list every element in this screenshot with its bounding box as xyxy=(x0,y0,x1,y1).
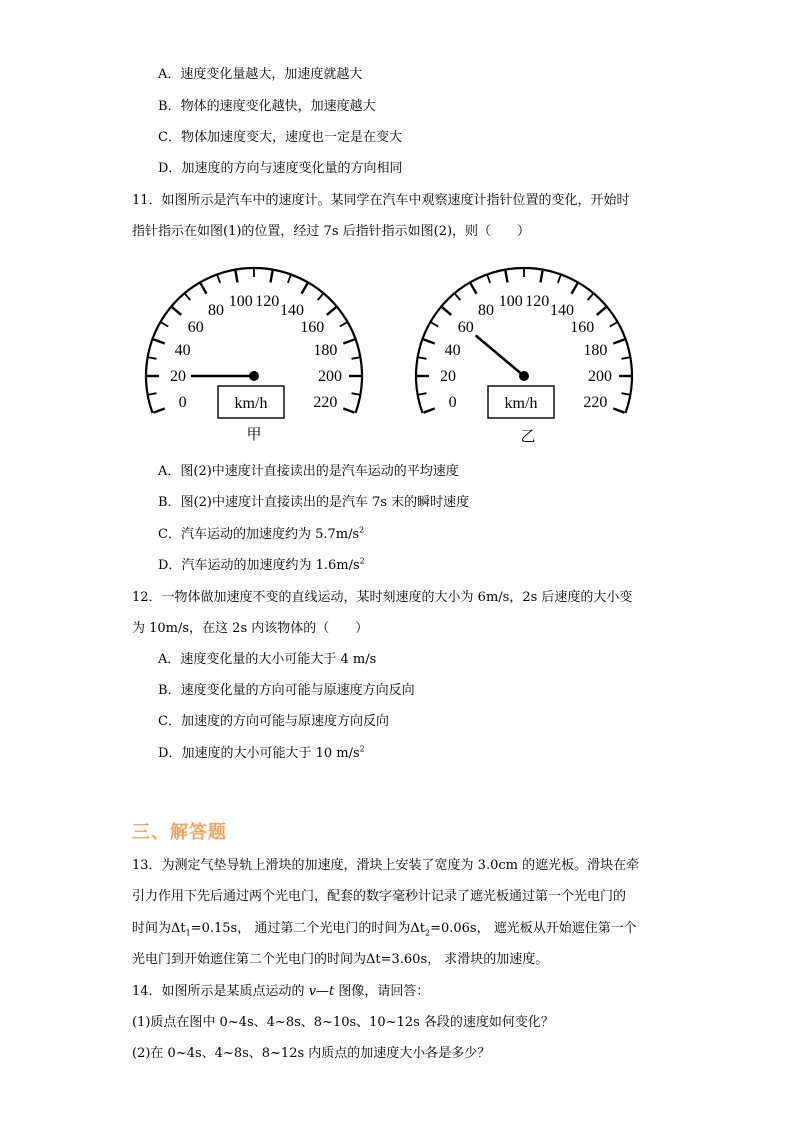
q14-question-2: (2)在 0~4s、4~8s、8~12s 内质点的加速度大小各是多少？ xyxy=(132,1046,491,1061)
right-gauge-tick xyxy=(431,323,438,327)
left-gauge-tick xyxy=(270,271,272,283)
q11-stem-line2: 指针指示在如图(1)的位置，经过 7s 后指针指示如图(2)，则（ ） xyxy=(132,224,531,239)
left-gauge-tick xyxy=(201,283,207,293)
left-gauge-tick xyxy=(327,307,336,315)
right-gauge-tick xyxy=(419,357,427,358)
left-gauge-label: 100 xyxy=(228,293,253,311)
left-gauge-label: 140 xyxy=(280,302,304,320)
section-heading: 三、解答题 xyxy=(132,822,227,843)
gauge-right-caption: 乙 xyxy=(520,427,536,445)
right-gauge-tick xyxy=(419,393,427,394)
right-gauge-tick xyxy=(621,357,629,358)
left-gauge-label: 220 xyxy=(313,393,338,411)
left-gauge-label: 60 xyxy=(187,319,204,337)
left-gauge-label: 80 xyxy=(208,302,224,320)
right-gauge-tick xyxy=(471,283,477,293)
q11-option-c: C．汽车运动的加速度约为 $5.7m/s^2$ xyxy=(158,525,365,542)
right-gauge-label: 20 xyxy=(440,368,456,385)
right-gauge-tick xyxy=(588,294,593,300)
speedometer-left xyxy=(146,268,362,418)
gauge-left-caption: 甲 xyxy=(246,425,262,443)
right-gauge-tick xyxy=(455,294,460,300)
left-gauge-tick xyxy=(149,357,157,358)
right-gauge-label: 220 xyxy=(583,393,608,411)
right-gauge-tick xyxy=(442,307,451,315)
q12-option-a: A．速度变化量的大小可能大于 4 m/s xyxy=(158,652,377,667)
right-gauge-label: 140 xyxy=(550,302,574,320)
right-unit-label: km/h xyxy=(504,395,538,412)
q12-option-d: D．加速度的大小可能大于 10 $m/s^2$ xyxy=(158,744,365,761)
right-needle xyxy=(477,336,524,376)
left-gauge-tick xyxy=(343,339,354,343)
q13-stem-line2: 引力作用下先后通过两个光电门，配套的数字毫秒计记录了遮光板通过第一个光电门的 xyxy=(132,889,627,904)
right-needle-hub xyxy=(519,371,529,381)
q13-stem-line1: 13．为测定气垫导轨上滑块的加速度，滑块上安装了宽度为 3.0cm 的遮光板。滑块在牵 xyxy=(132,858,640,873)
right-gauge-label: 60 xyxy=(457,319,474,337)
left-gauge-tick xyxy=(217,275,220,283)
q11-option-d: D．汽车运动的加速度约为 $1.6m/s^2$ xyxy=(158,556,365,573)
speedometer-right xyxy=(416,268,632,418)
right-gauge-label: 40 xyxy=(444,342,461,360)
right-gauge-tick xyxy=(505,271,507,283)
left-gauge-tick xyxy=(343,408,354,412)
right-gauge-label: 200 xyxy=(588,368,612,385)
q12-option-b: B．速度变化量的方向可能与原速度方向反向 xyxy=(158,683,415,698)
right-gauge-label: 180 xyxy=(583,342,608,360)
left-gauge-tick xyxy=(149,393,157,394)
left-gauge-tick xyxy=(172,307,181,315)
q13-stem-line4: 光电门到开始遮住第二个光电门的时间为Δt=3.60s， 求滑块的加速度。 xyxy=(132,952,549,967)
right-gauge-tick xyxy=(597,307,606,315)
right-gauge-label: 80 xyxy=(478,302,494,320)
q12-stem-line1: 12．一物体做加速度不变的直线运动，某时刻速度的大小为 6m/s，2s 后速度的大小变 xyxy=(132,590,633,605)
q12-option-c: C．加速度的方向可能与原速度方向反向 xyxy=(158,714,389,729)
right-gauge-tick xyxy=(487,275,490,283)
left-gauge-tick xyxy=(153,339,164,343)
right-gauge-tick xyxy=(572,283,578,293)
right-gauge-tick xyxy=(621,393,629,394)
right-gauge-label: 160 xyxy=(570,319,595,337)
speedometer-figure xyxy=(130,258,650,458)
left-gauge-tick xyxy=(302,283,308,293)
q12-stem-line2: 为 10m/s，在这 2s 内该物体的（ ） xyxy=(132,621,369,636)
q11-stem-line1: 11．如图所示是汽车中的速度计。某同学在汽车中观察速度计指针位置的变化，开始时 xyxy=(132,193,630,208)
right-gauge-label: 120 xyxy=(525,293,550,311)
left-gauge-label: 120 xyxy=(255,293,280,311)
left-gauge-tick xyxy=(318,294,323,300)
right-gauge-tick xyxy=(423,408,434,412)
q10-option-a: A．速度变化量越大，加速度就越大 xyxy=(158,67,363,82)
left-gauge-tick xyxy=(235,271,237,283)
left-gauge-tick xyxy=(351,393,359,394)
right-gauge-tick xyxy=(613,339,624,343)
left-gauge-tick xyxy=(288,275,291,283)
right-gauge-label: 100 xyxy=(498,293,523,311)
right-gauge-tick xyxy=(613,408,624,412)
left-gauge-label: 160 xyxy=(300,319,325,337)
q13-stem-line3: 时间为$\Delta t_1=0.15s$， 通过第二个光电门的时间为$\Delta t_2=0.06s$， 遮光板从开始遮住第一个 xyxy=(132,921,637,938)
right-gauge-tick xyxy=(558,275,561,283)
q10-option-d: D．加速度的方向与速度变化量的方向相同 xyxy=(158,161,403,176)
left-gauge-label: 0 xyxy=(178,393,187,411)
left-gauge-label: 180 xyxy=(313,342,338,360)
q10-option-c: C．物体加速度变大，速度也一定是在变大 xyxy=(158,130,402,145)
left-gauge-tick xyxy=(340,323,347,327)
q10-option-b: B．物体的速度变化越快，加速度越大 xyxy=(158,99,376,114)
left-needle-hub xyxy=(249,371,259,381)
left-unit-label: km/h xyxy=(234,395,268,412)
left-gauge-label: 40 xyxy=(174,342,191,360)
left-gauge-tick xyxy=(153,408,164,412)
right-gauge-tick xyxy=(423,339,434,343)
left-gauge-tick xyxy=(351,357,359,358)
q11-option-b: B．图(2)中速度计直接读出的是汽车 7s 末的瞬时速度 xyxy=(158,495,470,510)
right-gauge-tick xyxy=(610,323,617,327)
left-gauge-label: 200 xyxy=(318,368,342,385)
q14-stem-line1: 14．如图所示是某质点运动的 v—t 图像，请回答： xyxy=(132,984,430,999)
q11-option-a: A．图(2)中速度计直接读出的是汽车运动的平均速度 xyxy=(158,464,459,479)
q14-question-1: (1)质点在图中 0~4s、4~8s、8~10s、10~12s 各段的速度如何变化？ xyxy=(132,1015,554,1030)
right-gauge-tick xyxy=(540,271,542,283)
left-gauge-tick xyxy=(185,294,190,300)
left-gauge-tick xyxy=(161,323,168,327)
right-gauge-label: 0 xyxy=(448,393,457,411)
left-gauge-label: 20 xyxy=(170,368,186,385)
